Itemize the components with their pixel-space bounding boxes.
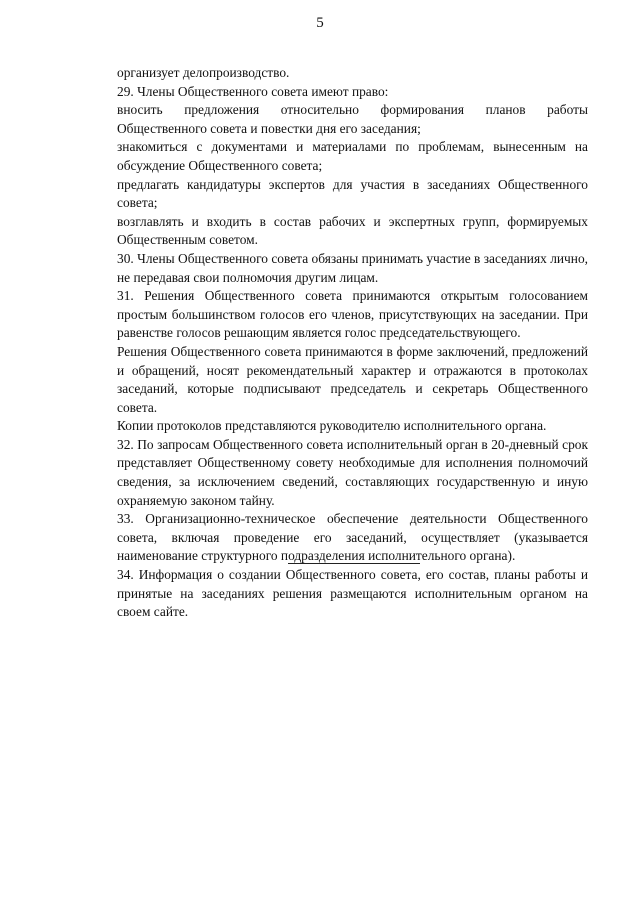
paragraph-33: 33. Организационно-техническое обеспечение деятельности Общественного совета, включая проведение его заседаний, осуществляет (указывается наименование структурного подразделения исполнительного органа).	[117, 511, 588, 564]
document-body	[117, 64, 588, 622]
paragraph-29-right-3: предлагать кандидатуры экспертов для участия в заседаниях Общественного совета;	[117, 176, 588, 211]
paragraph-continuation: организует делопроизводство.	[117, 65, 290, 80]
paragraph-29-right-2: знакомиться с документами и материалами по проблемам, вынесенным на обсуждение Общественного совета;	[117, 139, 588, 173]
paragraph-34: 34. Информация о создании Общественного совета, его состав, планы работы и принятые на заседаниях решения размещаются исполнительным органом на своем сайте.	[117, 567, 588, 620]
end-divider-line	[288, 563, 420, 564]
paragraph-29-right-4: возглавлять и входить в состав рабочих и экспертных групп, формируемых Общественным советом.	[117, 213, 588, 248]
paragraph-29: 29. Члены Общественного совета имеют право:	[117, 83, 389, 99]
paragraph-32: 32. По запросам Общественного совета исполнительный орган в 20-дневный срок представляет Общественному совету необходимые для исполнения полномочий сведения, за исключением сведений, составляющих государственную и иную охраняемую законом тайну.	[117, 436, 588, 508]
paragraph-31-copies: Копии протоколов представляются руководителю исполнительного органа.	[117, 418, 547, 434]
paragraph-30: 30. Члены Общественного совета обязаны принимать участие в заседаниях лично, не передавая свои полномочия другим лицам.	[117, 250, 588, 285]
paragraph-29-right-1: вносить предложения относительно формирования планов работы Общественного совета и повестки дня его заседания;	[117, 102, 588, 136]
paragraph-31-decisions: Решения Общественного совета принимаются в форме заключений, предложений и обращений, носят рекомендательный характер и отражаются в протоколах заседаний, которые подписывают председатель и секретарь Общественного совета.	[117, 343, 588, 415]
page-number: 5	[316, 15, 324, 31]
paragraph-31: 31. Решения Общественного совета принимаются открытым голосованием простым большинством голосов его членов, присутствующих на заседании. При равенстве голосов решающим является голос председательствующего.	[117, 288, 588, 341]
